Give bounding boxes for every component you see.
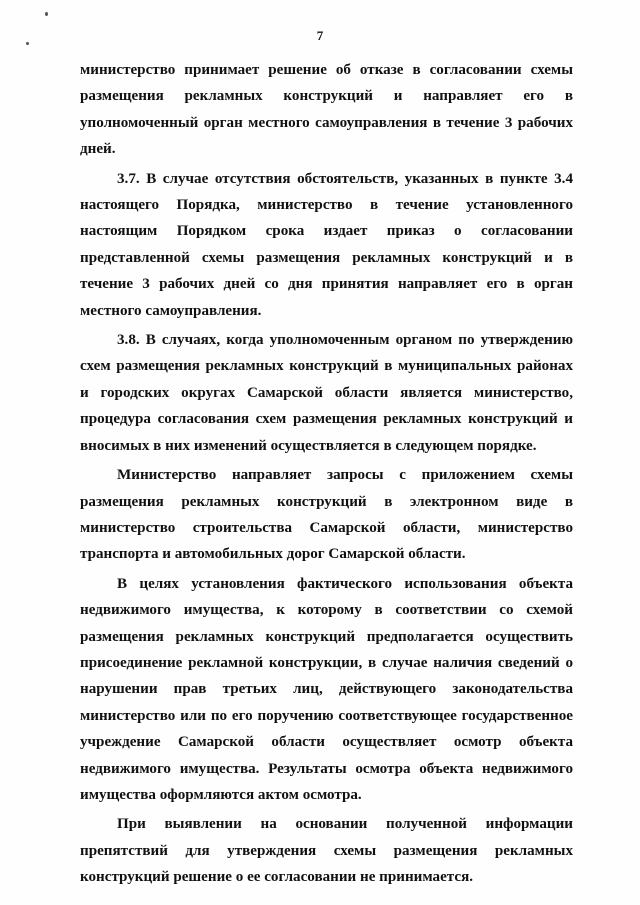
paragraph-3-8: 3.8. В случаях, когда уполномоченным органом по утверждению схем размещения рекламных конструкций в муниципальных районах и городских округах Самарской области является министерство, процедура согласования схем размещения рекламных конструкций и вносимых в них изменений осуществляется в следующем порядке. bbox=[80, 332, 573, 454]
paragraph-refusal: При выявлении на основании полученной информации препятствий для утверждения схемы размещения рекламных конструкций решение о ее согласовании не принимается. bbox=[80, 816, 573, 886]
scan-speck bbox=[45, 12, 48, 16]
paragraph-inspection: В целях установления фактического использования объекта недвижимого имущества, к которому в соответствии со схемой размещения рекламных конструкций предполагается осуществить присоединение рекламной конструкции, в случае наличия сведений о нарушении прав третьих лиц, действующего законодательства министерство или по его поручению соответствующее государственное учреждение Самарской области осуществляет осмотр объекта недвижимого имущества. Результаты осмотра объекта недвижимого имущества оформляются актом осмотра. bbox=[80, 575, 573, 803]
paragraph-continuation: министерство принимает решение об отказе в согласовании схемы размещения рекламных конструкций и направляет его в уполномоченный орган местного самоуправления в течение 3 рабочих дней. bbox=[80, 62, 573, 158]
paragraph-requests: Министерство направляет запросы с приложением схемы размещения рекламных конструкций в электронном виде в министерство строительства Самарской области, министерство транспорта и автомобильных дорог Самарской области. bbox=[80, 467, 573, 563]
page-number: 7 bbox=[316, 28, 324, 43]
paragraph-3-7: 3.7. В случае отсутствия обстоятельств, указанных в пункте 3.4 настоящего Порядка, министерство в течение установленного настоящим Порядком срока издает приказ о согласовании представленной схемы размещения рекламных конструкций и в течение 3 рабочих дней со дня принятия направляет его в орган местного самоуправления. bbox=[80, 170, 573, 319]
document-body bbox=[80, 57, 573, 891]
